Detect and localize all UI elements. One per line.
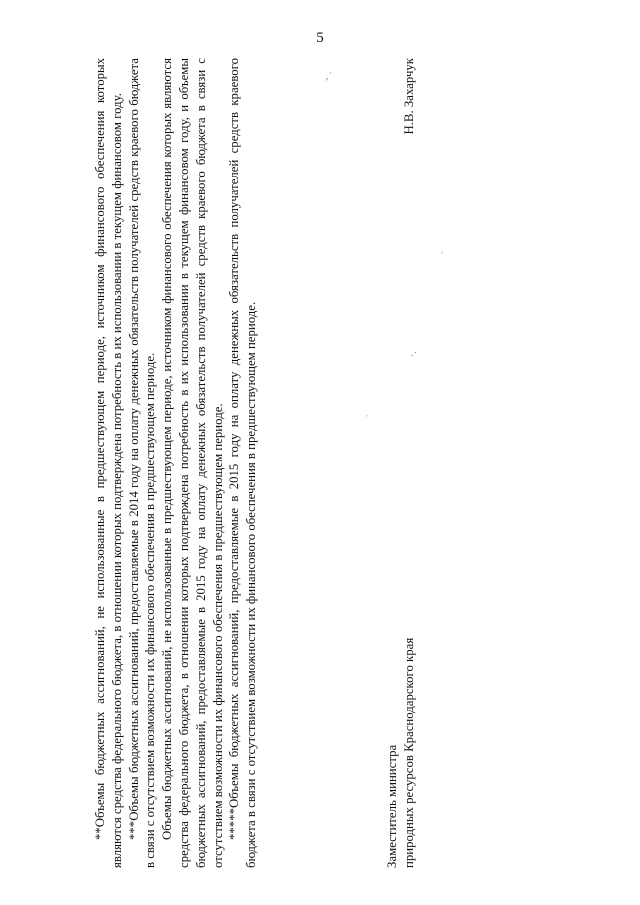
footnote-5: *****Объемы бюджетных ассигнований, предоставляемые в 2015 году на оплату денежных обязательств получателей средств краевого бюджета в связи с отсутствием возможности их финансового обеспечения в предшествующем периоде.: [227, 58, 259, 868]
page-number: 5: [316, 30, 324, 46]
signatory-position-line-1: Заместитель министра: [385, 744, 399, 868]
signatory-name: Н.В. Захарчук: [401, 58, 416, 135]
scan-mark: ˒: [440, 245, 444, 257]
footnote-4: Объемы бюджетных ассигнований, не использованные в предшествующем периоде, источником финансового обеспечения которых являются средства федерального бюджета, в отношении которых подтверждена потребность в их использовании в текущем финансовом году, и объемы бюджетных ассигнований, предоставляемые в 2015 году на оплату денежных обязательств получателей средств краевого бюджета в связи с отсутствием возможности их финансового обеспечения в предшествующем периоде.: [160, 58, 225, 868]
footnote-2: **Объемы бюджетных ассигнований, не использованные в предшествующем периоде, источником финансового обеспечения которых являются средства федерального бюджета, в отношении которых подтверждена потребность в их использовании в текущем финансовом году.: [93, 58, 124, 868]
signatory-position-line-2: природных ресурсов Краснодарского края: [401, 637, 416, 868]
footnote-3: ***Объемы бюджетных ассигнований, предоставляемые в 2014 году на оплату денежных обязательств получателей средств краевого бюджета в связи с отсутствием возможности их финансового обеспечения в предшествующем периоде.: [126, 58, 158, 868]
scan-mark: ‚ˈ: [325, 70, 333, 82]
scan-mark: ˌ: [365, 405, 369, 417]
signatory-position: [384, 488, 418, 868]
rotated-document-body: [92, 58, 422, 868]
scan-mark: ·˙: [410, 350, 418, 362]
signature-block: [384, 58, 418, 868]
